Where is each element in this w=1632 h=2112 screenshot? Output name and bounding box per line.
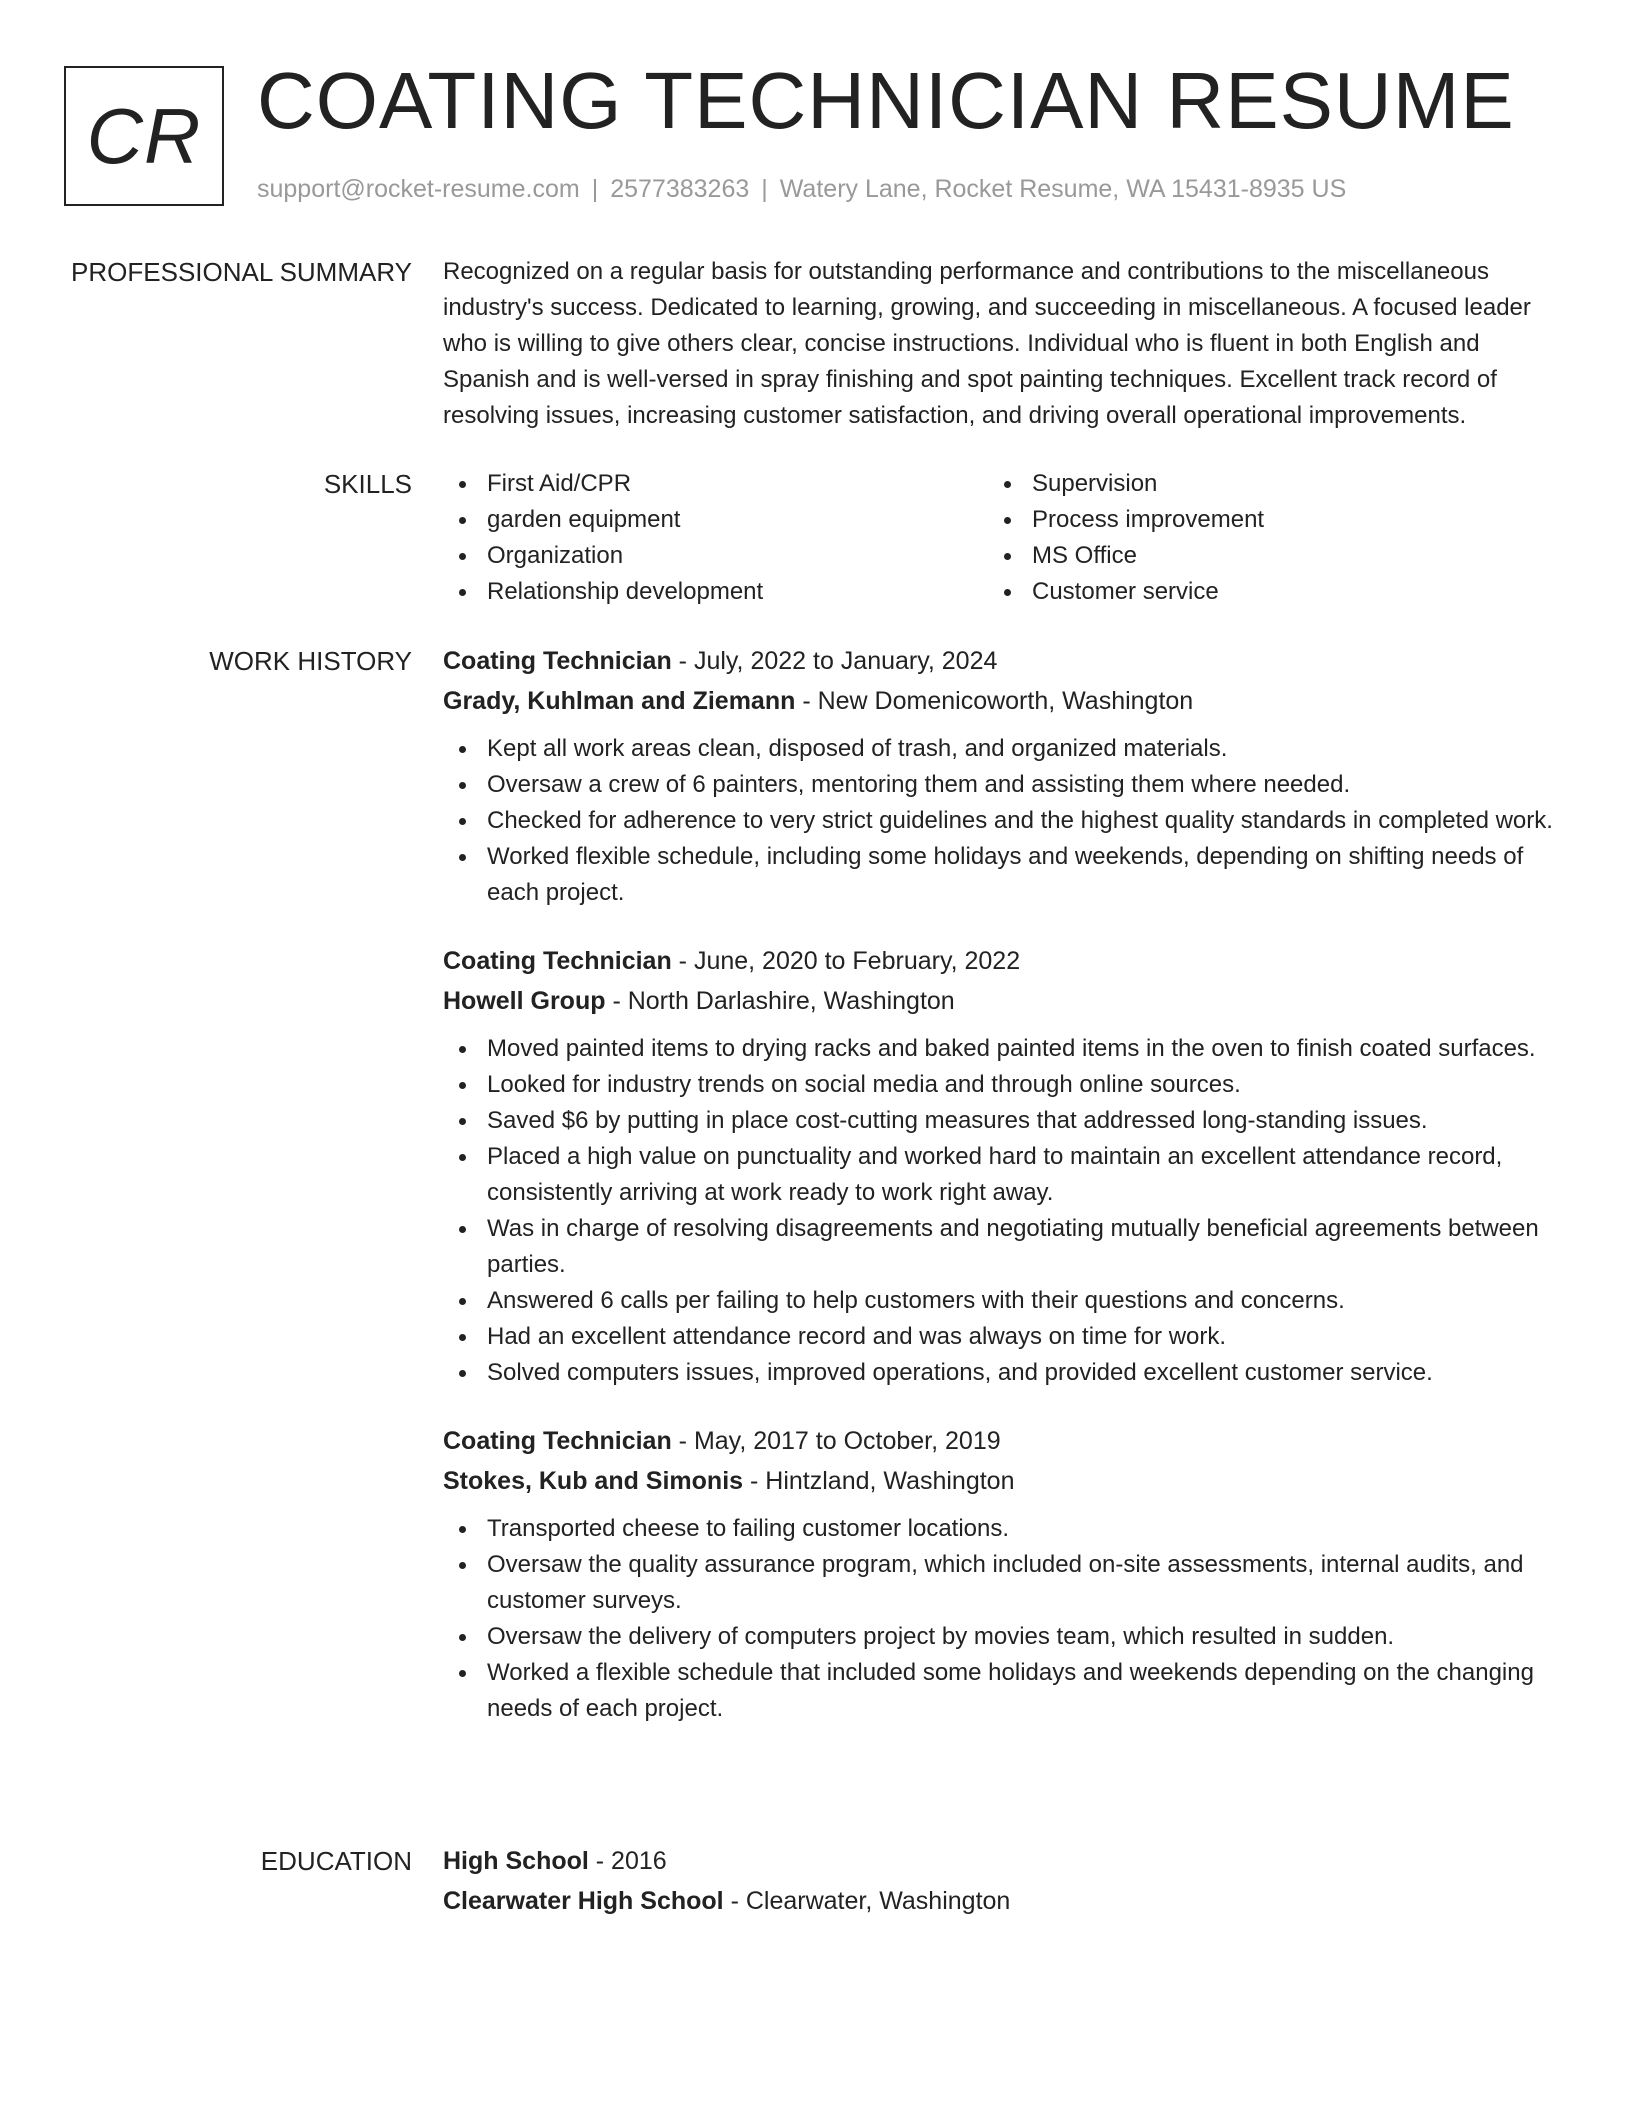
job-title-line	[443, 941, 1558, 981]
job-entry	[443, 641, 1558, 911]
job-bullet: Oversaw the quality assurance program, which included on-site assessments, internal audits, and customer surveys.	[443, 1547, 1558, 1619]
contact-separator: |	[591, 175, 599, 203]
skills-list-left	[443, 466, 988, 610]
job-bullet: Worked flexible schedule, including some holidays and weekends, depending on shifting needs of each project.	[443, 839, 1558, 911]
job-bullet: Solved computers issues, improved operations, and provided excellent customer service.	[443, 1355, 1558, 1391]
summary-text: Recognized on a regular basis for outstanding performance and contributions to the miscellaneous industry's success. Dedicated to learning, growing, and succeeding in miscellaneous. A focused leader who is willing to give others clear, concise instructions. Individual who is fluent in both English and Spanish and is well-versed in spray finishing and spot painting techniques. Excellent track record of resolving issues, increasing customer satisfaction, and driving overall operational improvements.	[443, 258, 1531, 429]
job-bullets	[443, 1031, 1558, 1391]
section-label-work-history: WORK HISTORY	[209, 646, 412, 676]
job-title: Coating Technician	[443, 647, 672, 675]
job-company: Stokes, Kub and Simonis	[443, 1467, 744, 1495]
monogram-logo: CR	[64, 66, 224, 206]
job-company: Grady, Kuhlman and Ziemann	[443, 687, 796, 715]
education-degree: High School	[443, 1847, 589, 1875]
summary-body	[443, 254, 1558, 434]
job-location: - Hintzland, Washington	[743, 1467, 1015, 1495]
job-bullet: Looked for industry trends on social media and through online sources.	[443, 1067, 1558, 1103]
job-bullet: Was in charge of resolving disagreements and negotiating mutually beneficial agreements between parties.	[443, 1211, 1558, 1283]
job-dates: - June, 2020 to February, 2022	[671, 947, 1021, 975]
job-bullet: Checked for adherence to very strict guidelines and the highest quality standards in completed work.	[443, 803, 1558, 839]
contact-separator: |	[761, 175, 768, 203]
skills-grid	[443, 466, 1558, 610]
job-dates: - May, 2017 to October, 2019	[671, 1427, 1001, 1455]
job-bullet: Transported cheese to failing customer locations.	[443, 1511, 1558, 1547]
section-label-skills: SKILLS	[323, 469, 412, 499]
job-company-line	[443, 1461, 1558, 1501]
job-location: - North Darlashire, Washington	[605, 987, 955, 1015]
education-school: Clearwater High School	[443, 1887, 724, 1915]
job-title-line	[443, 1421, 1558, 1461]
job-bullet: Worked a flexible schedule that included some holidays and weekends depending on the changing needs of each project.	[443, 1655, 1558, 1727]
work-history-body	[443, 641, 1558, 1757]
section-label-summary: PROFESSIONAL SUMMARY	[71, 257, 412, 287]
education-degree-line	[443, 1841, 1558, 1881]
job-title: Coating Technician	[443, 947, 672, 975]
education-year: - 2016	[588, 1847, 667, 1875]
job-bullet: Moved painted items to drying racks and baked painted items in the oven to finish coated surfaces.	[443, 1031, 1558, 1067]
job-entry	[443, 941, 1558, 1391]
skills-list-right	[988, 466, 1533, 610]
job-bullet: Placed a high value on punctuality and worked hard to maintain an excellent attendance record, consistently arriving at work ready to work right away.	[443, 1139, 1558, 1211]
job-bullet: Oversaw a crew of 6 painters, mentoring them and assisting them where needed.	[443, 767, 1558, 803]
skill-item: Supervision	[988, 466, 1533, 502]
job-entry	[443, 1421, 1558, 1727]
contact-phone[interactable]: 2577383263	[610, 175, 750, 203]
skill-item: garden equipment	[443, 502, 988, 538]
job-bullet: Answered 6 calls per failing to help customers with their questions and concerns.	[443, 1283, 1558, 1319]
skill-item: Relationship development	[443, 574, 988, 610]
job-title: Coating Technician	[443, 1427, 672, 1455]
education-school-line	[443, 1881, 1558, 1921]
job-bullet: Kept all work areas clean, disposed of trash, and organized materials.	[443, 731, 1558, 767]
job-bullet: Oversaw the delivery of computers project by movies team, which resulted in sudden.	[443, 1619, 1558, 1655]
skill-item: First Aid/CPR	[443, 466, 988, 502]
skill-item: MS Office	[988, 538, 1533, 574]
job-bullets	[443, 731, 1558, 911]
job-dates: - July, 2022 to January, 2024	[671, 647, 998, 675]
skills-body	[443, 466, 1558, 610]
section-label-education: EDUCATION	[260, 1846, 412, 1876]
job-bullet: Had an excellent attendance record and was always on time for work.	[443, 1319, 1558, 1355]
job-bullet: Saved $6 by putting in place cost-cutting measures that addressed long-standing issues.	[443, 1103, 1558, 1139]
job-company: Howell Group	[443, 987, 606, 1015]
education-location: - Clearwater, Washington	[723, 1887, 1011, 1915]
job-location: - New Domenicoworth, Washington	[795, 687, 1194, 715]
contact-address: Watery Lane, Rocket Resume, WA 15431-8935 US	[779, 175, 1347, 203]
skill-item: Organization	[443, 538, 988, 574]
job-company-line	[443, 681, 1558, 721]
education-body	[443, 1841, 1558, 1931]
contact-email[interactable]: support@rocket-resume.com	[257, 175, 580, 203]
job-bullets	[443, 1511, 1558, 1727]
skill-item: Customer service	[988, 574, 1533, 610]
skill-item: Process improvement	[988, 502, 1533, 538]
resume-title: COATING TECHNICIAN RESUME	[257, 56, 1515, 145]
job-company-line	[443, 981, 1558, 1021]
job-title-line	[443, 641, 1558, 681]
contact-line	[257, 172, 1346, 206]
